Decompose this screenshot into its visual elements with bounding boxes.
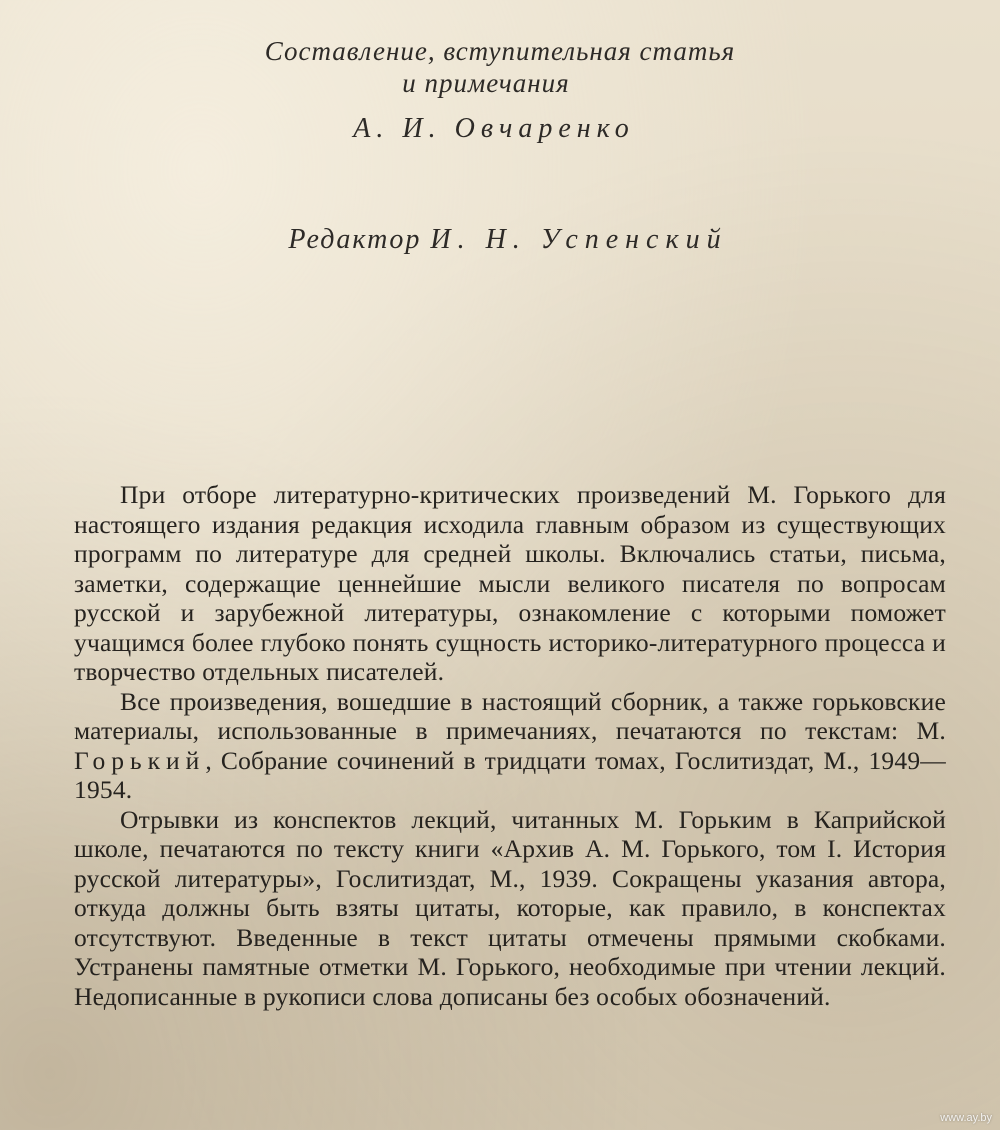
author-name-spaced: Горький	[74, 745, 206, 775]
compiler-name: А. И. Овчаренко	[353, 113, 635, 144]
compiler-role-line-1: Составление, вступительная статья	[264, 36, 736, 66]
editorial-note	[74, 480, 946, 1011]
editor-credit	[8, 224, 1000, 256]
paragraph-sources-end: , Собрание сочинений в тридцати томах, Гослитиздат, М., 1949—1954.	[74, 745, 946, 804]
paragraph-sources	[74, 687, 946, 805]
paragraph-lectures: Отрывки из конспектов лекций, читанных М. Горьким в Каприйской школе, печатаются по тексту книги «Архив А. М. Горького, том I. История русской литературы», Гослитиздат, М., 1939. Сокращены указания автора, откуда должны быть взяты цитаты, которые, как правило, в конспектах отсутствуют. Введенные в текст цитаты отмечены прямыми скобками. Устранены памятные отметки М. Горького, необходимые при чтении лекций. Недописанные в рукописи слова дописаны без особых обозначений.	[74, 804, 946, 1011]
editor-name: И. Н. Успенский	[430, 224, 728, 255]
editor-label: Редактор	[288, 224, 422, 255]
paragraph-selection: При отборе литературно-критических произведений М. Горького для настоящего издания редакция исходила главным образом из существующих программ по литературе для средней школы. Включались статьи, письма, заметки, содержащие ценнейшие мысли великого писателя по вопросам русской и зарубежной литературы, ознакомление с которыми поможет учащимся более глубоко понять сущность историко-литературного процесса и творчество отдельных писателей.	[74, 480, 946, 686]
site-watermark: www.ay.by	[940, 1112, 992, 1124]
compiler-role-line-2: и примечания	[402, 68, 570, 98]
paragraph-sources-start: Все произведения, вошедшие в настоящий сборник, а также горьковские материалы, использованные в примечаниях, печатаются по текстам: М.	[74, 686, 946, 745]
